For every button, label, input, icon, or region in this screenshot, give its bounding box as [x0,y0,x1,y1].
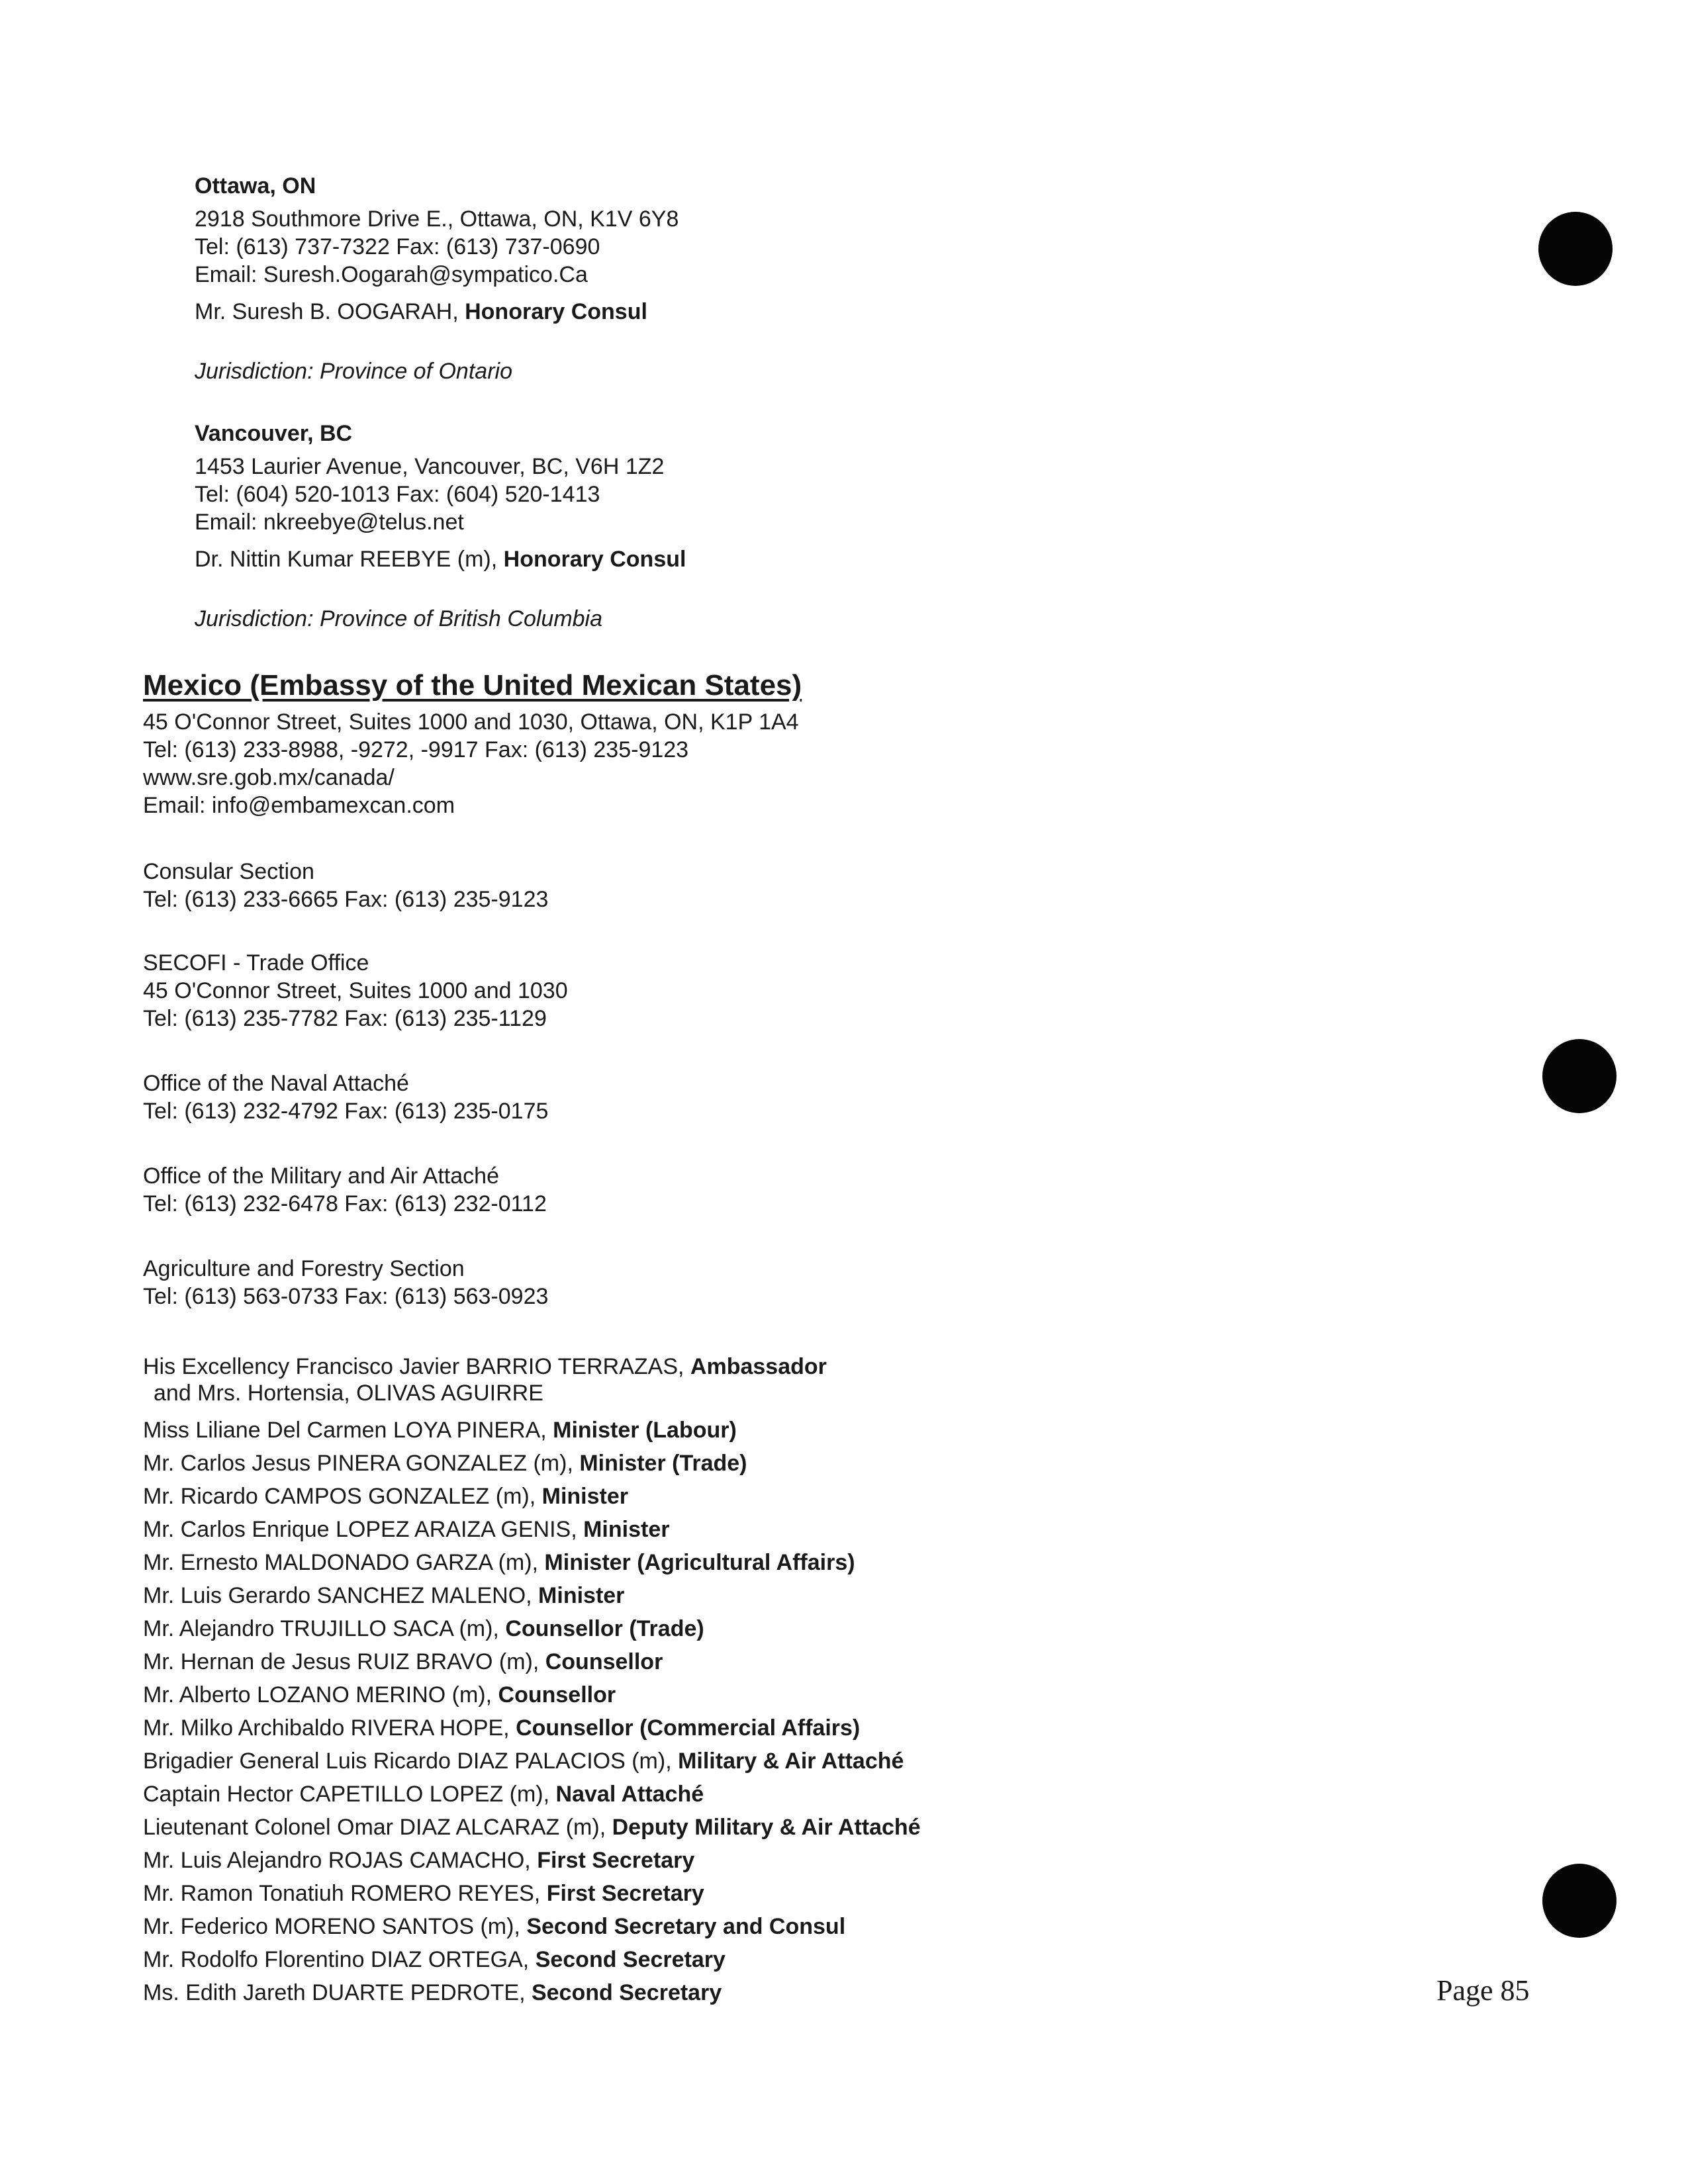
staff-entry [143,1813,921,1841]
staff-name: Mr. Carlos Enrique LOPEZ ARAIZA GENIS, [143,1517,584,1542]
staff-title: Second Secretary [535,1947,726,1972]
phone-fax: Tel: (604) 520-1013 Fax: (604) 520-1413 [195,482,600,507]
binder-hole [1538,212,1613,286]
staff-name: Lieutenant Colonel Omar DIAZ ALCARAZ (m), [143,1815,612,1840]
consul-name: Mr. Suresh B. OOGARAH, [195,299,465,324]
staff-entry [143,1946,726,1974]
ambassador-spouse: and Mrs. Hortensia, OLIVAS AGUIRRE [154,1381,543,1406]
staff-title: Second Secretary and Consul [526,1914,846,1939]
section-line: Tel: (613) 232-4792 Fax: (613) 235-0175 [143,1099,549,1124]
staff-name: Mr. Alejandro TRUJILLO SACA (m), [143,1616,506,1641]
staff-name: Mr. Rodolfo Florentino DIAZ ORTEGA, [143,1947,536,1972]
ambassador-entry [143,1353,827,1381]
city-heading: Vancouver, BC [195,421,353,446]
section-line: 45 O'Connor Street, Suites 1000 and 1030 [143,978,568,1003]
consul-title: Honorary Consul [503,547,686,572]
staff-title: Second Secretary [531,1980,722,2005]
consul-name: Dr. Nittin Kumar REEBYE (m), [195,547,504,572]
ambassador-name: His Excellency Francisco Javier BARRIO TERRAZAS, [143,1354,690,1379]
staff-entry [143,1449,747,1477]
email: Email: Suresh.Oogarah@sympatico.Ca [195,262,588,287]
address: 45 O'Connor Street, Suites 1000 and 1030, Ottawa, ON, K1P 1A4 [143,709,799,735]
staff-name: Miss Liliane Del Carmen LOYA PINERA, [143,1418,553,1443]
staff-title: Minister [583,1517,670,1542]
email: Email: nkreebye@telus.net [195,510,464,535]
staff-title: Naval Attaché [555,1782,704,1807]
section-line: Tel: (613) 563-0733 Fax: (613) 563-0923 [143,1284,549,1309]
consul-title: Honorary Consul [465,299,647,324]
address: 1453 Laurier Avenue, Vancouver, BC, V6H 1Z2 [195,454,665,479]
staff-name: Mr. Hernan de Jesus RUIZ BRAVO (m), [143,1649,545,1674]
city-heading: Ottawa, ON [195,173,316,199]
staff-title: Counsellor [498,1682,616,1707]
staff-name: Mr. Alberto LOZANO MERINO (m), [143,1682,498,1707]
staff-entry [143,1780,704,1808]
binder-hole [1542,1864,1617,1938]
section-name: Office of the Military and Air Attaché [143,1163,499,1189]
section-line: Tel: (613) 233-6665 Fax: (613) 235-9123 [143,887,549,912]
staff-entry [143,1913,845,1940]
staff-entry [143,1747,904,1775]
staff-title: Minister [541,1484,628,1509]
staff-title: Minister (Trade) [579,1451,747,1476]
staff-entry [143,1582,624,1610]
staff-name: Mr. Carlos Jesus PINERA GONZALEZ (m), [143,1451,580,1476]
website: www.sre.gob.mx/canada/ [143,765,395,790]
country-heading: Mexico (Embassy of the United Mexican States) [143,669,802,702]
staff-name: Mr. Milko Archibaldo RIVERA HOPE, [143,1715,516,1741]
staff-entry [143,1516,669,1543]
staff-name: Mr. Ernesto MALDONADO GARZA (m), [143,1550,545,1575]
staff-entry [143,1979,722,2007]
section-name: Agriculture and Forestry Section [143,1256,465,1281]
staff-title: Minister [538,1583,625,1608]
section-line: Tel: (613) 232-6478 Fax: (613) 232-0112 [143,1191,547,1216]
phone-fax: Tel: (613) 737-7322 Fax: (613) 737-0690 [195,234,600,259]
staff-entry [143,1648,663,1676]
page-number: Page 85 [1436,1974,1530,2007]
staff-title: Counsellor [545,1649,663,1674]
staff-entry [143,1615,704,1643]
section-name: Office of the Naval Attaché [143,1071,409,1096]
address: 2918 Southmore Drive E., Ottawa, ON, K1V 6Y8 [195,206,679,232]
staff-name: Mr. Luis Alejandro ROJAS CAMACHO, [143,1848,538,1873]
staff-title: Counsellor (Trade) [505,1616,704,1641]
staff-entry [143,1482,628,1510]
staff-name: Brigadier General Luis Ricardo DIAZ PALACIOS (m), [143,1749,679,1774]
staff-name: Mr. Luis Gerardo SANCHEZ MALENO, [143,1583,539,1608]
staff-name: Mr. Ramon Tonatiuh ROMERO REYES, [143,1881,547,1906]
staff-entry [143,1549,855,1576]
staff-entry [143,1846,694,1874]
staff-title: First Secretary [537,1848,695,1873]
staff-name: Ms. Edith Jareth DUARTE PEDROTE, [143,1980,532,2005]
ambassador-title: Ambassador [690,1354,827,1379]
staff-entry [143,1681,616,1709]
section-name: Consular Section [143,859,314,884]
phone-fax: Tel: (613) 233-8988, -9272, -9917 Fax: (613) 235-9123 [143,737,689,762]
staff-entry [143,1416,737,1444]
consul-entry [195,545,686,573]
section-name: SECOFI - Trade Office [143,950,369,976]
consul-entry [195,298,647,326]
staff-title: Minister (Agricultural Affairs) [544,1550,855,1575]
staff-title: Counsellor (Commercial Affairs) [516,1715,861,1741]
staff-title: Military & Air Attaché [678,1749,904,1774]
staff-name: Mr. Federico MORENO SANTOS (m), [143,1914,527,1939]
staff-title: First Secretary [546,1881,704,1906]
email: Email: info@embamexcan.com [143,793,455,818]
jurisdiction: Jurisdiction: Province of Ontario [195,359,512,384]
binder-hole [1542,1039,1617,1113]
staff-entry [143,1714,860,1742]
staff-title: Minister (Labour) [553,1418,737,1443]
jurisdiction: Jurisdiction: Province of British Columbia [195,606,603,631]
staff-name: Captain Hector CAPETILLO LOPEZ (m), [143,1782,556,1807]
section-line: Tel: (613) 235-7782 Fax: (613) 235-1129 [143,1006,547,1031]
staff-title: Deputy Military & Air Attaché [612,1815,921,1840]
staff-name: Mr. Ricardo CAMPOS GONZALEZ (m), [143,1484,542,1509]
staff-entry [143,1880,704,1907]
